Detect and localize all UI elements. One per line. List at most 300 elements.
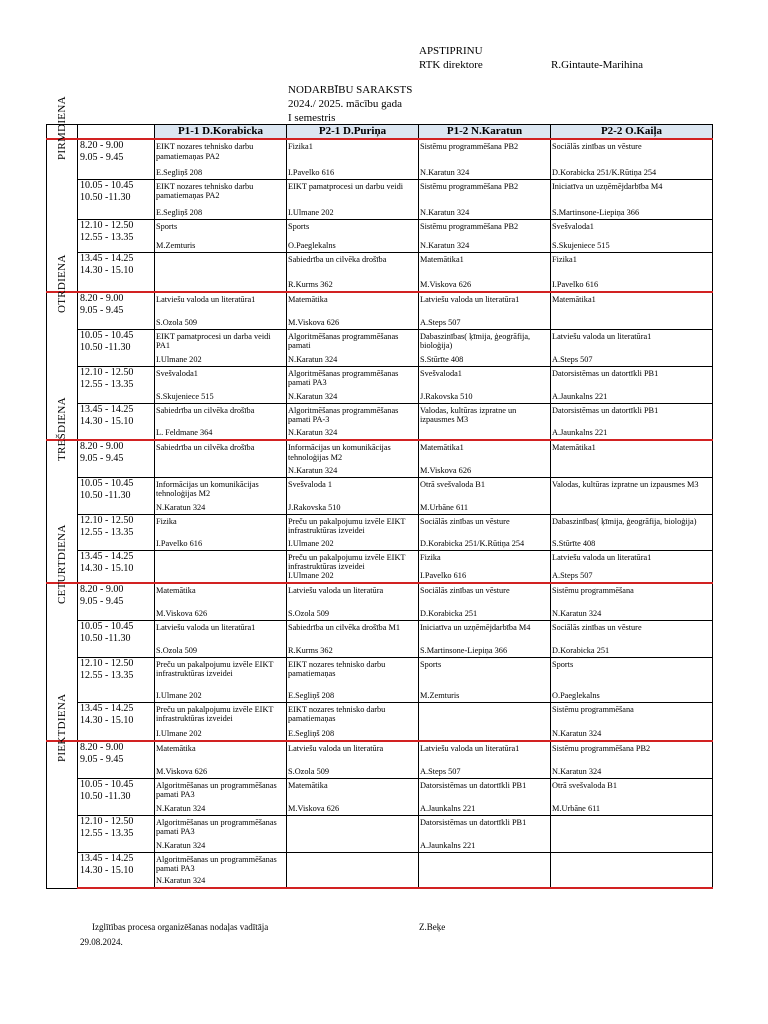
lesson-cell bbox=[155, 741, 287, 778]
lesson-subject: Latviešu valoda un literatūra bbox=[288, 586, 384, 595]
lesson-subject: Datorsistēmas un datortīkli PB1 bbox=[420, 817, 527, 827]
lesson-cell bbox=[155, 815, 287, 852]
lesson-subject: EIKT nozares tehnisko darbu pamatiemaņas PA2 bbox=[156, 181, 254, 201]
approval-name: R.Gintaute-Marihina bbox=[551, 59, 643, 71]
lesson-subject: EIKT pamatprocesi un darbu veidi bbox=[288, 181, 404, 191]
lesson-subject: Preču un pakalpojumu izvēle EIKT infrastruktūras izveidei bbox=[288, 516, 406, 536]
time-slot bbox=[78, 702, 155, 741]
time-second: 14.30 - 15.10 bbox=[80, 562, 134, 574]
lesson-subject: Sports bbox=[156, 221, 178, 231]
lesson-subject: Datorsistēmas un datortīkli PB1 bbox=[420, 780, 527, 790]
lesson-subject: Sociālās zinības un vēsture bbox=[552, 142, 642, 151]
time-second: 9.05 - 9.45 bbox=[80, 754, 124, 765]
lesson-cell bbox=[419, 657, 551, 702]
lesson-cell bbox=[287, 139, 419, 179]
time-slot bbox=[78, 219, 155, 252]
time-second: 10.50 -11.30 bbox=[80, 790, 131, 802]
approval-word: APSTIPRINU bbox=[419, 45, 483, 57]
lesson-teacher-room: E.Segliņš 208 bbox=[288, 729, 335, 739]
lesson-teacher-room: I.Pavelko 616 bbox=[288, 167, 335, 177]
group-header: P1-2 N.Karatun bbox=[419, 125, 551, 140]
lesson-subject: Otrā svešvaloda B1 bbox=[552, 780, 617, 790]
lesson-teacher-room: D.Korabicka 251 bbox=[552, 645, 610, 655]
lesson-cell bbox=[551, 329, 713, 366]
lesson-teacher-room: N.Karatun 324 bbox=[156, 876, 206, 886]
time-first: 12.10 - 12.50 bbox=[80, 514, 134, 526]
lesson-cell bbox=[155, 514, 287, 550]
lesson-cell bbox=[419, 292, 551, 329]
lesson-subject: Latviešu valoda un literatūra1 bbox=[156, 295, 256, 304]
lesson-subject: Algoritmēšanas programmēšanas pamati PA-3 bbox=[288, 405, 399, 425]
lesson-teacher-room: S.Skujeniece 515 bbox=[156, 391, 214, 401]
lesson-teacher-room: I.Pavelko 616 bbox=[420, 571, 467, 581]
lesson-cell bbox=[551, 620, 713, 657]
lesson-subject: Sabiedrība un cilvēka drošība M1 bbox=[288, 622, 400, 632]
lesson-subject: Sabiedrība un cilvēka drošība bbox=[156, 405, 255, 415]
lesson-cell bbox=[551, 514, 713, 550]
lesson-teacher-room: N.Karatun 324 bbox=[420, 240, 470, 250]
time-second: 14.30 - 15.10 bbox=[80, 714, 134, 726]
lesson-cell bbox=[419, 139, 551, 179]
lesson-cell bbox=[551, 778, 713, 815]
lesson-subject: Sabiedrība un cilvēka drošība bbox=[288, 254, 387, 264]
time-first: 8.20 - 9.00 bbox=[80, 293, 124, 304]
lesson-teacher-room: M.Urbāne 611 bbox=[420, 502, 469, 512]
day-name: TREŠDIENA bbox=[56, 397, 68, 461]
lesson-teacher-room: N.Karatun 324 bbox=[156, 840, 206, 850]
lesson-cell bbox=[287, 550, 419, 583]
time-slot bbox=[78, 852, 155, 888]
lesson-teacher-room: M.Viskova 626 bbox=[156, 608, 208, 618]
lesson-cell bbox=[419, 477, 551, 514]
lesson-subject: Latviešu valoda un literatūra1 bbox=[552, 552, 652, 562]
schedule-body bbox=[47, 139, 713, 888]
schedule-row bbox=[47, 403, 713, 440]
time-first: 12.10 - 12.50 bbox=[80, 815, 134, 827]
lesson-subject: Matemātika bbox=[156, 744, 196, 753]
time-slot bbox=[78, 366, 155, 403]
schedule-row bbox=[47, 583, 713, 620]
lesson-teacher-room: E.Segliņš 208 bbox=[156, 167, 203, 177]
lesson-cell bbox=[551, 139, 713, 179]
lesson-cell bbox=[155, 550, 287, 583]
lesson-cell bbox=[551, 292, 713, 329]
lesson-teacher-room: I.Ulmane 202 bbox=[288, 571, 334, 581]
lesson-teacher-room: M.Viskova 626 bbox=[420, 465, 472, 475]
lesson-subject bbox=[156, 253, 285, 255]
lesson-cell bbox=[419, 815, 551, 852]
lesson-cell bbox=[155, 329, 287, 366]
time-second: 12.55 - 13.35 bbox=[80, 378, 134, 390]
lesson-subject: Matemātika1 bbox=[420, 254, 464, 264]
lesson-teacher-room: N.Karatun 324 bbox=[288, 465, 338, 475]
schedule-row bbox=[47, 440, 713, 477]
lesson-cell bbox=[155, 403, 287, 440]
lesson-subject: Algoritmēšanas un programmēšanas pamati PA3 bbox=[156, 817, 277, 837]
time-first: 10.05 - 10.45 bbox=[80, 329, 134, 341]
time-slot bbox=[78, 252, 155, 292]
lesson-teacher-room: R.Kurms 362 bbox=[288, 280, 333, 290]
schedule-row bbox=[47, 657, 713, 702]
day-name bbox=[56, 132, 68, 160]
lesson-subject: Algoritmēšanas un programmēšanas pamati PA3 bbox=[156, 780, 277, 800]
time-second: 14.30 - 15.10 bbox=[80, 415, 134, 427]
lesson-subject: Matemātika bbox=[288, 780, 328, 790]
lesson-teacher-room: S.Ozola 509 bbox=[288, 608, 330, 618]
lesson-subject: Latviešu valoda un literatūra bbox=[288, 744, 384, 753]
lesson-subject: Latviešu valoda un literatūra1 bbox=[420, 295, 520, 304]
schedule-row bbox=[47, 329, 713, 366]
lesson-subject bbox=[288, 853, 417, 855]
lesson-teacher-room: I.Ulmane 202 bbox=[156, 354, 202, 364]
lesson-subject bbox=[420, 853, 549, 855]
lesson-subject: Svešvaloda1 bbox=[420, 368, 462, 378]
lesson-teacher-room: S.Ozola 509 bbox=[156, 317, 198, 327]
lesson-cell bbox=[287, 702, 419, 741]
lesson-subject: Datorsistēmas un datortīkli PB1 bbox=[552, 368, 659, 378]
lesson-teacher-room: M.Urbāne 611 bbox=[552, 803, 601, 813]
lesson-cell bbox=[287, 252, 419, 292]
lesson-teacher-room: N.Karatun 324 bbox=[288, 354, 338, 364]
lesson-teacher-room: S.Ozola 509 bbox=[156, 645, 198, 655]
lesson-subject: Valodas, kultūras izpratne un izpausmes M3 bbox=[420, 405, 517, 425]
lesson-subject: Iniciatīva un uzņēmējdarbība M4 bbox=[552, 181, 663, 191]
lesson-cell bbox=[551, 852, 713, 888]
lesson-subject: Dabaszinības( ķīmija, ģeogrāfija, bioloģija) bbox=[552, 516, 697, 526]
lesson-cell bbox=[419, 620, 551, 657]
time-first: 8.20 - 9.00 bbox=[80, 441, 124, 452]
lesson-subject: Matemātika bbox=[288, 295, 328, 304]
lesson-subject: Algoritmēšanas programmēšanas pamati bbox=[288, 331, 399, 351]
schedule-row bbox=[47, 292, 713, 329]
lesson-subject: Latviešu valoda un literatūra1 bbox=[552, 331, 652, 341]
lesson-teacher-room: N.Karatun 324 bbox=[420, 167, 470, 177]
lesson-teacher-room: O.Paeglekalns bbox=[552, 690, 600, 700]
time-slot bbox=[78, 583, 155, 620]
lesson-subject: Informācijas un komunikācijas tehnoloģijas M2 bbox=[156, 479, 259, 499]
time-slot bbox=[78, 550, 155, 583]
lesson-subject: Fizika1 bbox=[288, 142, 313, 151]
lesson-teacher-room: N.Karatun 324 bbox=[288, 428, 338, 438]
lesson-teacher-room: N.Karatun 324 bbox=[156, 803, 206, 813]
lesson-subject: Matemātika1 bbox=[552, 443, 596, 452]
lesson-cell bbox=[287, 815, 419, 852]
schedule-row bbox=[47, 514, 713, 550]
time-slot bbox=[78, 514, 155, 550]
lesson-cell bbox=[155, 139, 287, 179]
footer-position: Izglītības procesa organizēšanas nodaļas vadītāja bbox=[92, 922, 269, 932]
time-second: 12.55 - 13.35 bbox=[80, 669, 134, 681]
time-slot bbox=[78, 741, 155, 778]
lesson-cell bbox=[419, 514, 551, 550]
time-first: 10.05 - 10.45 bbox=[80, 179, 134, 191]
lesson-cell bbox=[419, 583, 551, 620]
lesson-subject: Dabaszinības( ķīmija, ģeogrāfija, bioloģija) bbox=[420, 331, 531, 351]
lesson-cell bbox=[155, 852, 287, 888]
lesson-teacher-room: S.Stūrīte 408 bbox=[420, 354, 464, 364]
lesson-cell bbox=[551, 583, 713, 620]
lesson-cell bbox=[551, 550, 713, 583]
lesson-cell bbox=[287, 292, 419, 329]
lesson-subject: Algoritmēšanas programmēšanas pamati PA3 bbox=[288, 368, 399, 388]
group-header: P1-1 D.Korabicka bbox=[155, 125, 287, 140]
header-blank-time bbox=[78, 125, 155, 140]
lesson-teacher-room: N.Karatun 324 bbox=[420, 207, 470, 217]
lesson-cell bbox=[155, 366, 287, 403]
lesson-teacher-room: N.Karatun 324 bbox=[552, 608, 602, 618]
lesson-subject: Fizika bbox=[156, 516, 177, 526]
schedule-row bbox=[47, 815, 713, 852]
lesson-cell bbox=[287, 477, 419, 514]
lesson-cell bbox=[155, 477, 287, 514]
time-first: 13.45 - 14.25 bbox=[80, 702, 134, 714]
lesson-subject: Sports bbox=[420, 659, 442, 669]
lesson-cell bbox=[419, 550, 551, 583]
footer-signature: Z.Beķe bbox=[419, 922, 446, 932]
lesson-teacher-room: J.Rakovska 510 bbox=[420, 391, 473, 401]
lesson-subject: Sistēmu programmēšana bbox=[552, 704, 634, 714]
lesson-teacher-room: S.Skujeniece 515 bbox=[552, 240, 610, 250]
lesson-teacher-room: A.Steps 507 bbox=[552, 571, 593, 581]
lesson-subject: Sistēmu programmēšana PB2 bbox=[420, 181, 519, 191]
lesson-subject: Iniciatīva un uzņēmējdarbība M4 bbox=[420, 622, 531, 632]
lesson-subject: Algoritmēšanas un programmēšanas pamati PA3 bbox=[156, 854, 277, 874]
lesson-cell bbox=[155, 583, 287, 620]
lesson-teacher-room: A.Jaunkalns 221 bbox=[552, 391, 608, 401]
lesson-teacher-room: M.Zemturis bbox=[156, 240, 196, 250]
lesson-teacher-room: A.Jaunkalns 221 bbox=[420, 840, 476, 850]
lesson-teacher-room: I.Ulmane 202 bbox=[156, 690, 202, 700]
lesson-teacher-room: I.Pavelko 616 bbox=[552, 280, 599, 290]
time-first: 13.45 - 14.25 bbox=[80, 550, 134, 562]
lesson-teacher-room: N.Karatun 324 bbox=[552, 729, 602, 739]
time-first: 13.45 - 14.25 bbox=[80, 852, 134, 864]
lesson-cell bbox=[551, 252, 713, 292]
lesson-subject: Latviešu valoda un literatūra1 bbox=[420, 744, 520, 753]
lesson-teacher-room: E.Segliņš 208 bbox=[288, 690, 335, 700]
lesson-teacher-room: D.Korabicka 251/K.Rūtiņa 254 bbox=[552, 167, 657, 177]
lesson-cell bbox=[287, 514, 419, 550]
lesson-teacher-room: N.Karatun 324 bbox=[288, 391, 338, 401]
lesson-cell bbox=[155, 440, 287, 477]
time-first: 8.20 - 9.00 bbox=[80, 584, 124, 595]
schedule-row bbox=[47, 179, 713, 219]
time-second: 14.30 - 15.10 bbox=[80, 864, 134, 876]
lesson-subject: Matemātika bbox=[156, 586, 196, 595]
schedule-row bbox=[47, 139, 713, 179]
lesson-subject: Fizika1 bbox=[552, 254, 577, 264]
lesson-subject: Preču un pakalpojumu izvēle EIKT infrastruktūras izveidei bbox=[156, 659, 274, 679]
lesson-teacher-room: I.Ulmane 202 bbox=[288, 538, 334, 548]
lesson-subject: Sociālās zinības un vēsture bbox=[420, 516, 510, 526]
lesson-teacher-room: I.Pavelko 616 bbox=[156, 538, 203, 548]
lesson-cell bbox=[287, 778, 419, 815]
time-second: 10.50 -11.30 bbox=[80, 632, 131, 644]
lesson-subject: Sistēmu programmēšana PB2 bbox=[420, 142, 519, 151]
lesson-teacher-room: R.Kurms 362 bbox=[288, 645, 333, 655]
lesson-teacher-room: N.Karatun 324 bbox=[156, 502, 206, 512]
time-second: 10.50 -11.30 bbox=[80, 489, 131, 501]
time-first: 12.10 - 12.50 bbox=[80, 366, 134, 378]
schedule-row bbox=[47, 252, 713, 292]
footer-date: 29.08.2024. bbox=[80, 937, 123, 947]
lesson-cell bbox=[155, 702, 287, 741]
lesson-cell bbox=[419, 440, 551, 477]
lesson-cell bbox=[155, 179, 287, 219]
lesson-cell bbox=[551, 219, 713, 252]
time-first: 10.05 - 10.45 bbox=[80, 778, 134, 790]
lesson-cell bbox=[419, 852, 551, 888]
time-second: 12.55 - 13.35 bbox=[80, 231, 134, 243]
time-first: 13.45 - 14.25 bbox=[80, 252, 134, 264]
schedule-row bbox=[47, 550, 713, 583]
lesson-subject: Svešvaloda1 bbox=[156, 368, 198, 378]
lesson-cell bbox=[551, 179, 713, 219]
time-slot bbox=[78, 657, 155, 702]
lesson-cell bbox=[287, 403, 419, 440]
lesson-cell bbox=[287, 219, 419, 252]
lesson-teacher-room: I.Ulmane 202 bbox=[156, 729, 202, 739]
lesson-cell bbox=[287, 620, 419, 657]
lesson-subject: Sociālās zinības un vēsture bbox=[552, 622, 642, 632]
lesson-subject: Sistēmu programmēšana bbox=[552, 586, 634, 595]
page-title: NODARBĪBU SARAKSTS bbox=[288, 84, 413, 96]
lesson-subject: Preču un pakalpojumu izvēle EIKT infrastruktūras izveidei bbox=[288, 552, 406, 572]
time-second: 10.50 -11.30 bbox=[80, 191, 131, 203]
schedule-row bbox=[47, 477, 713, 514]
lesson-subject: Sistēmu programmēšana PB2 bbox=[552, 744, 651, 753]
lesson-subject: Sports bbox=[552, 659, 574, 669]
lesson-cell bbox=[551, 403, 713, 440]
lesson-subject: Matemātika1 bbox=[552, 295, 596, 304]
lesson-subject: Svešvaloda1 bbox=[552, 221, 594, 231]
lesson-teacher-room: A.Jaunkalns 221 bbox=[552, 428, 608, 438]
time-first: 8.20 - 9.00 bbox=[80, 742, 124, 753]
lesson-teacher-room: A.Steps 507 bbox=[420, 317, 461, 327]
lesson-cell bbox=[419, 179, 551, 219]
lesson-cell bbox=[551, 366, 713, 403]
time-slot bbox=[78, 139, 155, 179]
lesson-subject: Svešvaloda 1 bbox=[288, 479, 333, 489]
lesson-cell bbox=[419, 366, 551, 403]
lesson-teacher-room: M.Zemturis bbox=[420, 690, 460, 700]
lesson-teacher-room: L. Feldmane 364 bbox=[156, 428, 213, 438]
time-second: 14.30 - 15.10 bbox=[80, 264, 134, 276]
time-first: 13.45 - 14.25 bbox=[80, 403, 134, 415]
lesson-subject: Valodas, kultūras izpratne un izpausmes M3 bbox=[552, 479, 699, 489]
lesson-teacher-room: M.Viskova 626 bbox=[288, 317, 340, 327]
lesson-subject: Sociālās zinības un vēsture bbox=[420, 586, 510, 595]
time-slot bbox=[78, 329, 155, 366]
lesson-cell bbox=[287, 366, 419, 403]
lesson-cell bbox=[155, 219, 287, 252]
time-second: 12.55 - 13.35 bbox=[80, 526, 134, 538]
group-header: P2-2 O.Kaiļa bbox=[551, 125, 713, 140]
lesson-subject bbox=[156, 551, 285, 553]
lesson-cell bbox=[287, 852, 419, 888]
time-first: 10.05 - 10.45 bbox=[80, 620, 134, 632]
schedule-row bbox=[47, 741, 713, 778]
day-label bbox=[47, 693, 78, 888]
lesson-cell bbox=[419, 702, 551, 741]
lesson-subject: EIKT nozares tehnisko darbu pamatiemaņas bbox=[288, 704, 386, 724]
lesson-teacher-room: A.Steps 507 bbox=[420, 766, 461, 776]
lesson-subject: Sistēmu programmēšana PB2 bbox=[420, 221, 519, 231]
lesson-teacher-room: E.Segliņš 208 bbox=[156, 207, 203, 217]
lesson-subject: EIKT nozares tehnisko darbu pamatiemaņas bbox=[288, 659, 386, 679]
lesson-teacher-room: J.Rakovska 510 bbox=[288, 502, 341, 512]
lesson-teacher-room: O.Paeglekalns bbox=[288, 240, 336, 250]
lesson-cell bbox=[419, 219, 551, 252]
lesson-cell bbox=[155, 292, 287, 329]
time-second: 9.05 - 9.45 bbox=[80, 152, 124, 163]
lesson-cell bbox=[419, 329, 551, 366]
time-second: 10.50 -11.30 bbox=[80, 341, 131, 353]
lesson-subject: Latviešu valoda un literatūra1 bbox=[156, 622, 256, 632]
lesson-cell bbox=[287, 657, 419, 702]
lesson-cell bbox=[551, 702, 713, 741]
lesson-subject: Matemātika1 bbox=[420, 443, 464, 452]
schedule-row bbox=[47, 219, 713, 252]
lesson-teacher-room: M.Viskova 626 bbox=[288, 803, 340, 813]
lesson-subject: Otrā svešvaloda B1 bbox=[420, 479, 485, 489]
lesson-subject bbox=[552, 816, 711, 818]
lesson-cell bbox=[287, 179, 419, 219]
lesson-teacher-room: D.Korabicka 251/K.Rūtiņa 254 bbox=[420, 538, 525, 548]
semester: I semestris bbox=[288, 112, 336, 124]
lesson-subject: Informācijas un komunikācijas tehnoloģijas M2 bbox=[288, 443, 391, 462]
time-slot bbox=[78, 179, 155, 219]
lesson-subject: EIKT pamatprocesi un darba veidi PA1 bbox=[156, 331, 271, 351]
lesson-cell bbox=[155, 778, 287, 815]
lesson-cell bbox=[155, 252, 287, 292]
lesson-subject bbox=[552, 853, 711, 855]
lesson-teacher-room: N.Karatun 324 bbox=[552, 766, 602, 776]
time-first: 8.20 - 9.00 bbox=[80, 140, 124, 151]
lesson-cell bbox=[419, 252, 551, 292]
lesson-cell bbox=[287, 329, 419, 366]
lesson-teacher-room: M.Viskova 626 bbox=[156, 766, 208, 776]
lesson-cell bbox=[419, 403, 551, 440]
lesson-cell bbox=[551, 815, 713, 852]
time-first: 12.10 - 12.50 bbox=[80, 219, 134, 231]
lesson-subject: Datorsistēmas un datortīkli PB1 bbox=[552, 405, 659, 415]
time-slot bbox=[78, 815, 155, 852]
lesson-cell bbox=[419, 778, 551, 815]
lesson-subject bbox=[288, 816, 417, 818]
lesson-cell bbox=[287, 583, 419, 620]
time-second: 9.05 - 9.45 bbox=[80, 596, 124, 607]
schedule-row bbox=[47, 852, 713, 888]
approval-role: RTK direktore bbox=[419, 59, 483, 71]
schedule-row bbox=[47, 620, 713, 657]
lesson-teacher-room: I.Ulmane 202 bbox=[288, 207, 334, 217]
header-row bbox=[47, 125, 713, 140]
lesson-cell bbox=[551, 741, 713, 778]
time-slot bbox=[78, 620, 155, 657]
day-name: OTRDIENA bbox=[56, 254, 68, 313]
schedule-row bbox=[47, 366, 713, 403]
time-second: 9.05 - 9.45 bbox=[80, 305, 124, 316]
lesson-teacher-room: D.Korabicka 251 bbox=[420, 608, 478, 618]
time-second: 9.05 - 9.45 bbox=[80, 453, 124, 464]
time-slot bbox=[78, 292, 155, 329]
time-slot bbox=[78, 403, 155, 440]
lesson-cell bbox=[287, 741, 419, 778]
lesson-cell bbox=[419, 741, 551, 778]
lesson-subject: Sports bbox=[288, 221, 310, 231]
time-slot bbox=[78, 778, 155, 815]
